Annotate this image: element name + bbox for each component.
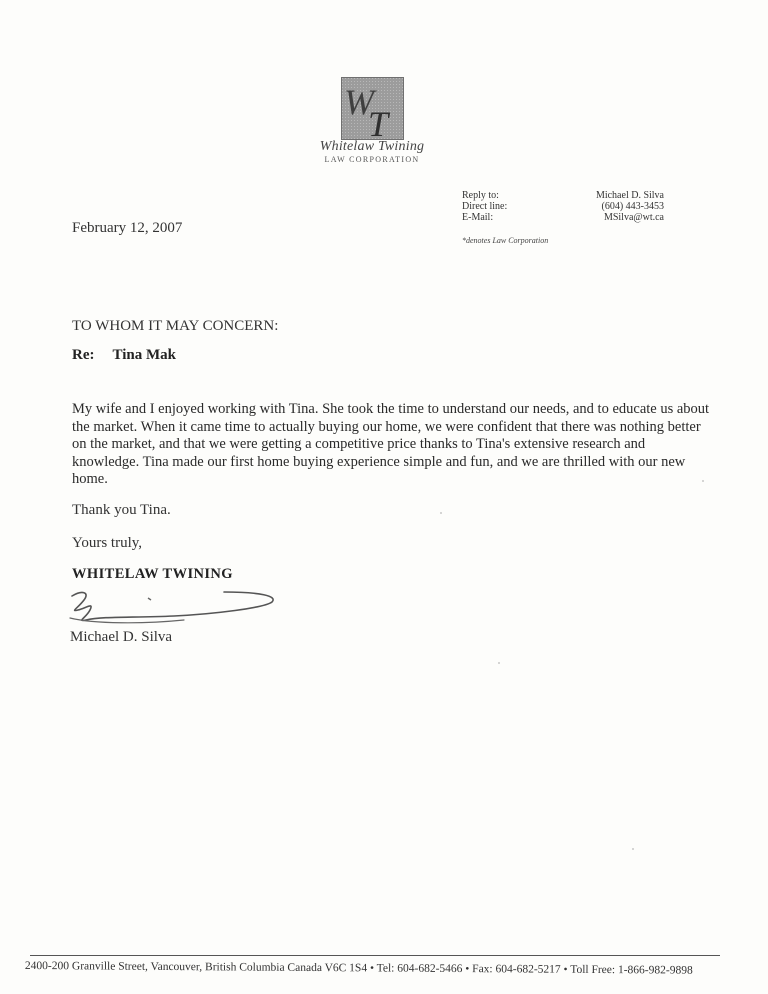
direct-line-label: Direct line: xyxy=(462,201,508,212)
contact-values xyxy=(596,190,664,223)
svg-text:W: W xyxy=(344,82,374,122)
reply-label: Reply to: xyxy=(462,190,499,201)
letter-body: My wife and I enjoyed working with Tina. She took the time to understand our needs, and to educate us about the market. When it came time to actually buying our home, we were confident that there was nothing better on the market, and that we were getting a competitive price thanks to Tina's extensive research and knowledge. Tina made our first home buying experience simple and fun, and we are thrilled with our new home. xyxy=(72,401,710,488)
footer-address: 2400-200 Granville Street, Vancouver, British Columbia Canada V6C 1S4 • Tel: 604-682-5466 • Fax: 604-682-5217 • Toll Free: 1-866-982-9898 xyxy=(24,960,693,977)
re-line xyxy=(72,347,176,364)
email-label: E-Mail: xyxy=(462,212,494,223)
svg-text:T: T xyxy=(368,104,389,139)
contact-labels xyxy=(462,190,507,223)
thanks-line: Thank you Tina. xyxy=(72,502,171,518)
email-value[interactable]: MSilva@wt.ca xyxy=(603,212,664,223)
firm-logo xyxy=(341,77,404,140)
law-corporation-note: *denotes Law Corporation xyxy=(462,236,549,245)
scan-speck xyxy=(440,512,442,514)
scan-speck xyxy=(632,848,634,850)
firm-subtitle: LAW CORPORATION xyxy=(324,155,420,164)
re-label: Re: xyxy=(72,347,95,363)
scan-speck xyxy=(498,662,500,664)
scan-speck xyxy=(702,480,704,482)
letter-date: February 12, 2007 xyxy=(72,220,183,236)
logo-monogram-icon xyxy=(342,78,403,139)
reply-value: Michael D. Silva xyxy=(595,190,664,201)
footer-divider xyxy=(30,955,720,956)
firm-name: Whitelaw Twining xyxy=(319,139,425,154)
direct-line-value: (604) 443-3453 xyxy=(601,201,664,212)
signing-firm: WHITELAW TWINING xyxy=(72,566,233,582)
signer-name: Michael D. Silva xyxy=(70,629,173,645)
salutation: TO WHOM IT MAY CONCERN: xyxy=(72,318,279,334)
re-subject: Tina Mak xyxy=(112,347,176,363)
closing: Yours truly, xyxy=(72,535,143,551)
signature-icon xyxy=(64,582,284,632)
